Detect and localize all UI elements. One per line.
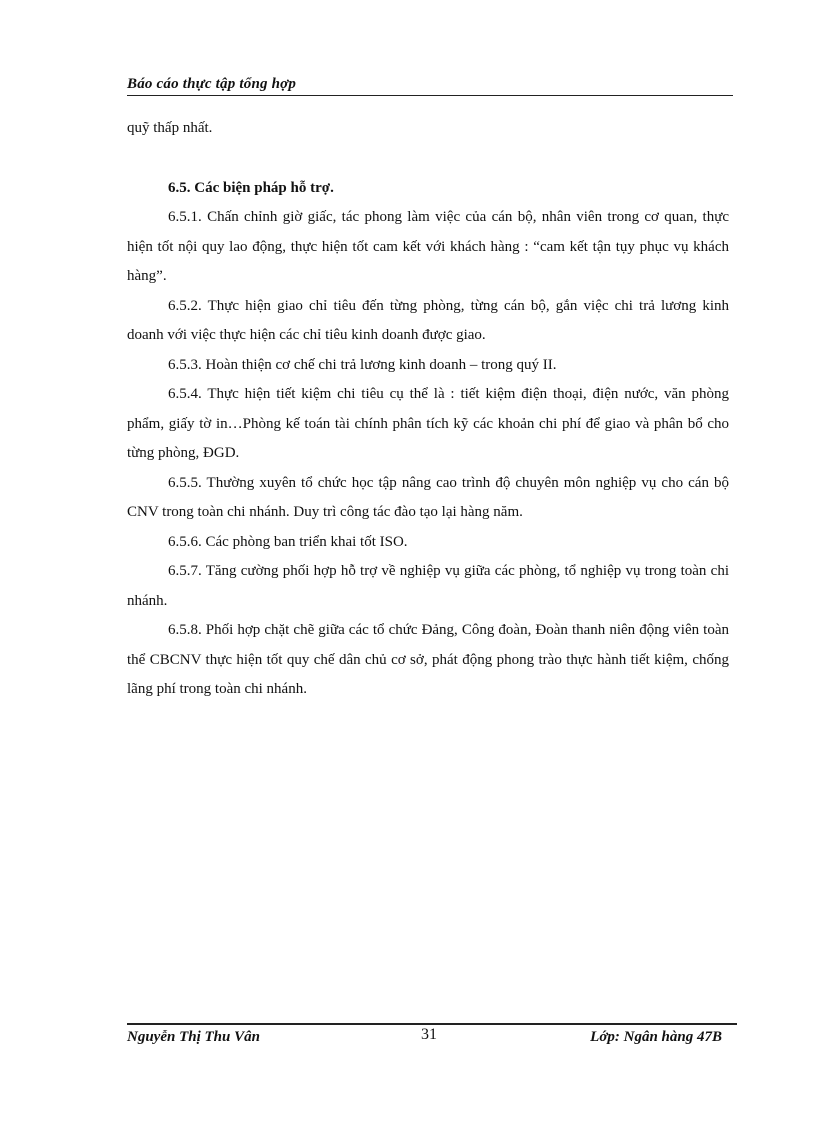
page-number: 31 bbox=[421, 1026, 437, 1043]
page-header bbox=[127, 76, 733, 96]
continuation-text: quỹ thấp nhất. bbox=[127, 120, 213, 136]
header-title: Báo cáo thực tập tổng hợp bbox=[127, 76, 297, 92]
paragraph-6-5-1: 6.5.1. Chấn chỉnh giờ giấc, tác phong làm việc của cán bộ, nhân viên trong cơ quan, thực hiện tốt nội quy lao động, thực hiện tốt cam kết với khách hàng : “cam kết tận tụy phục vụ khách hàng”. bbox=[127, 209, 729, 284]
footer-class: Lớp: Ngân hàng 47B bbox=[590, 1029, 722, 1045]
document-body bbox=[127, 114, 729, 705]
footer-divider bbox=[127, 1023, 737, 1025]
paragraph-6-5-6: 6.5.6. Các phòng ban triển khai tốt ISO. bbox=[168, 533, 408, 550]
paragraph-6-5-2: 6.5.2. Thực hiện giao chỉ tiêu đến từng phòng, từng cán bộ, gắn việc chi trả lương kinh doanh với việc thực hiện các chỉ tiêu kinh doanh được giao. bbox=[127, 297, 729, 343]
paragraph-6-5-5: 6.5.5. Thường xuyên tổ chức học tập nâng cao trình độ chuyên môn nghiệp vụ cho cán bộ CNV trong toàn chi nhánh. Duy trì công tác đào tạo lại hàng năm. bbox=[127, 474, 729, 520]
paragraph-6-5-4: 6.5.4. Thực hiện tiết kiệm chi tiêu cụ thể là : tiết kiệm điện thoại, điện nước, văn phòng phẩm, giấy tờ in…Phòng kế toán tài chính phân tích kỹ các khoản chi phí để giao và phân bổ cho từng phòng, ĐGD. bbox=[127, 386, 729, 461]
paragraph-6-5-7: 6.5.7. Tăng cường phối hợp hỗ trợ về nghiệp vụ giữa các phòng, tổ nghiệp vụ trong toàn chi nhánh. bbox=[127, 563, 729, 609]
paragraph-6-5-3: 6.5.3. Hoàn thiện cơ chế chi trả lương kinh doanh – trong quý II. bbox=[168, 356, 557, 373]
footer-author: Nguyễn Thị Thu Vân bbox=[127, 1029, 260, 1045]
paragraph-6-5-8: 6.5.8. Phối hợp chặt chẽ giữa các tổ chức Đảng, Công đoàn, Đoàn thanh niên động viên toàn thể CBCNV thực hiện tốt quy chế dân chủ cơ sở, phát động phong trào thực hành tiết kiệm, chống lãng phí trong toàn chi nhánh. bbox=[127, 622, 729, 697]
section-heading: 6.5. Các biện pháp hỗ trợ. bbox=[168, 179, 334, 196]
